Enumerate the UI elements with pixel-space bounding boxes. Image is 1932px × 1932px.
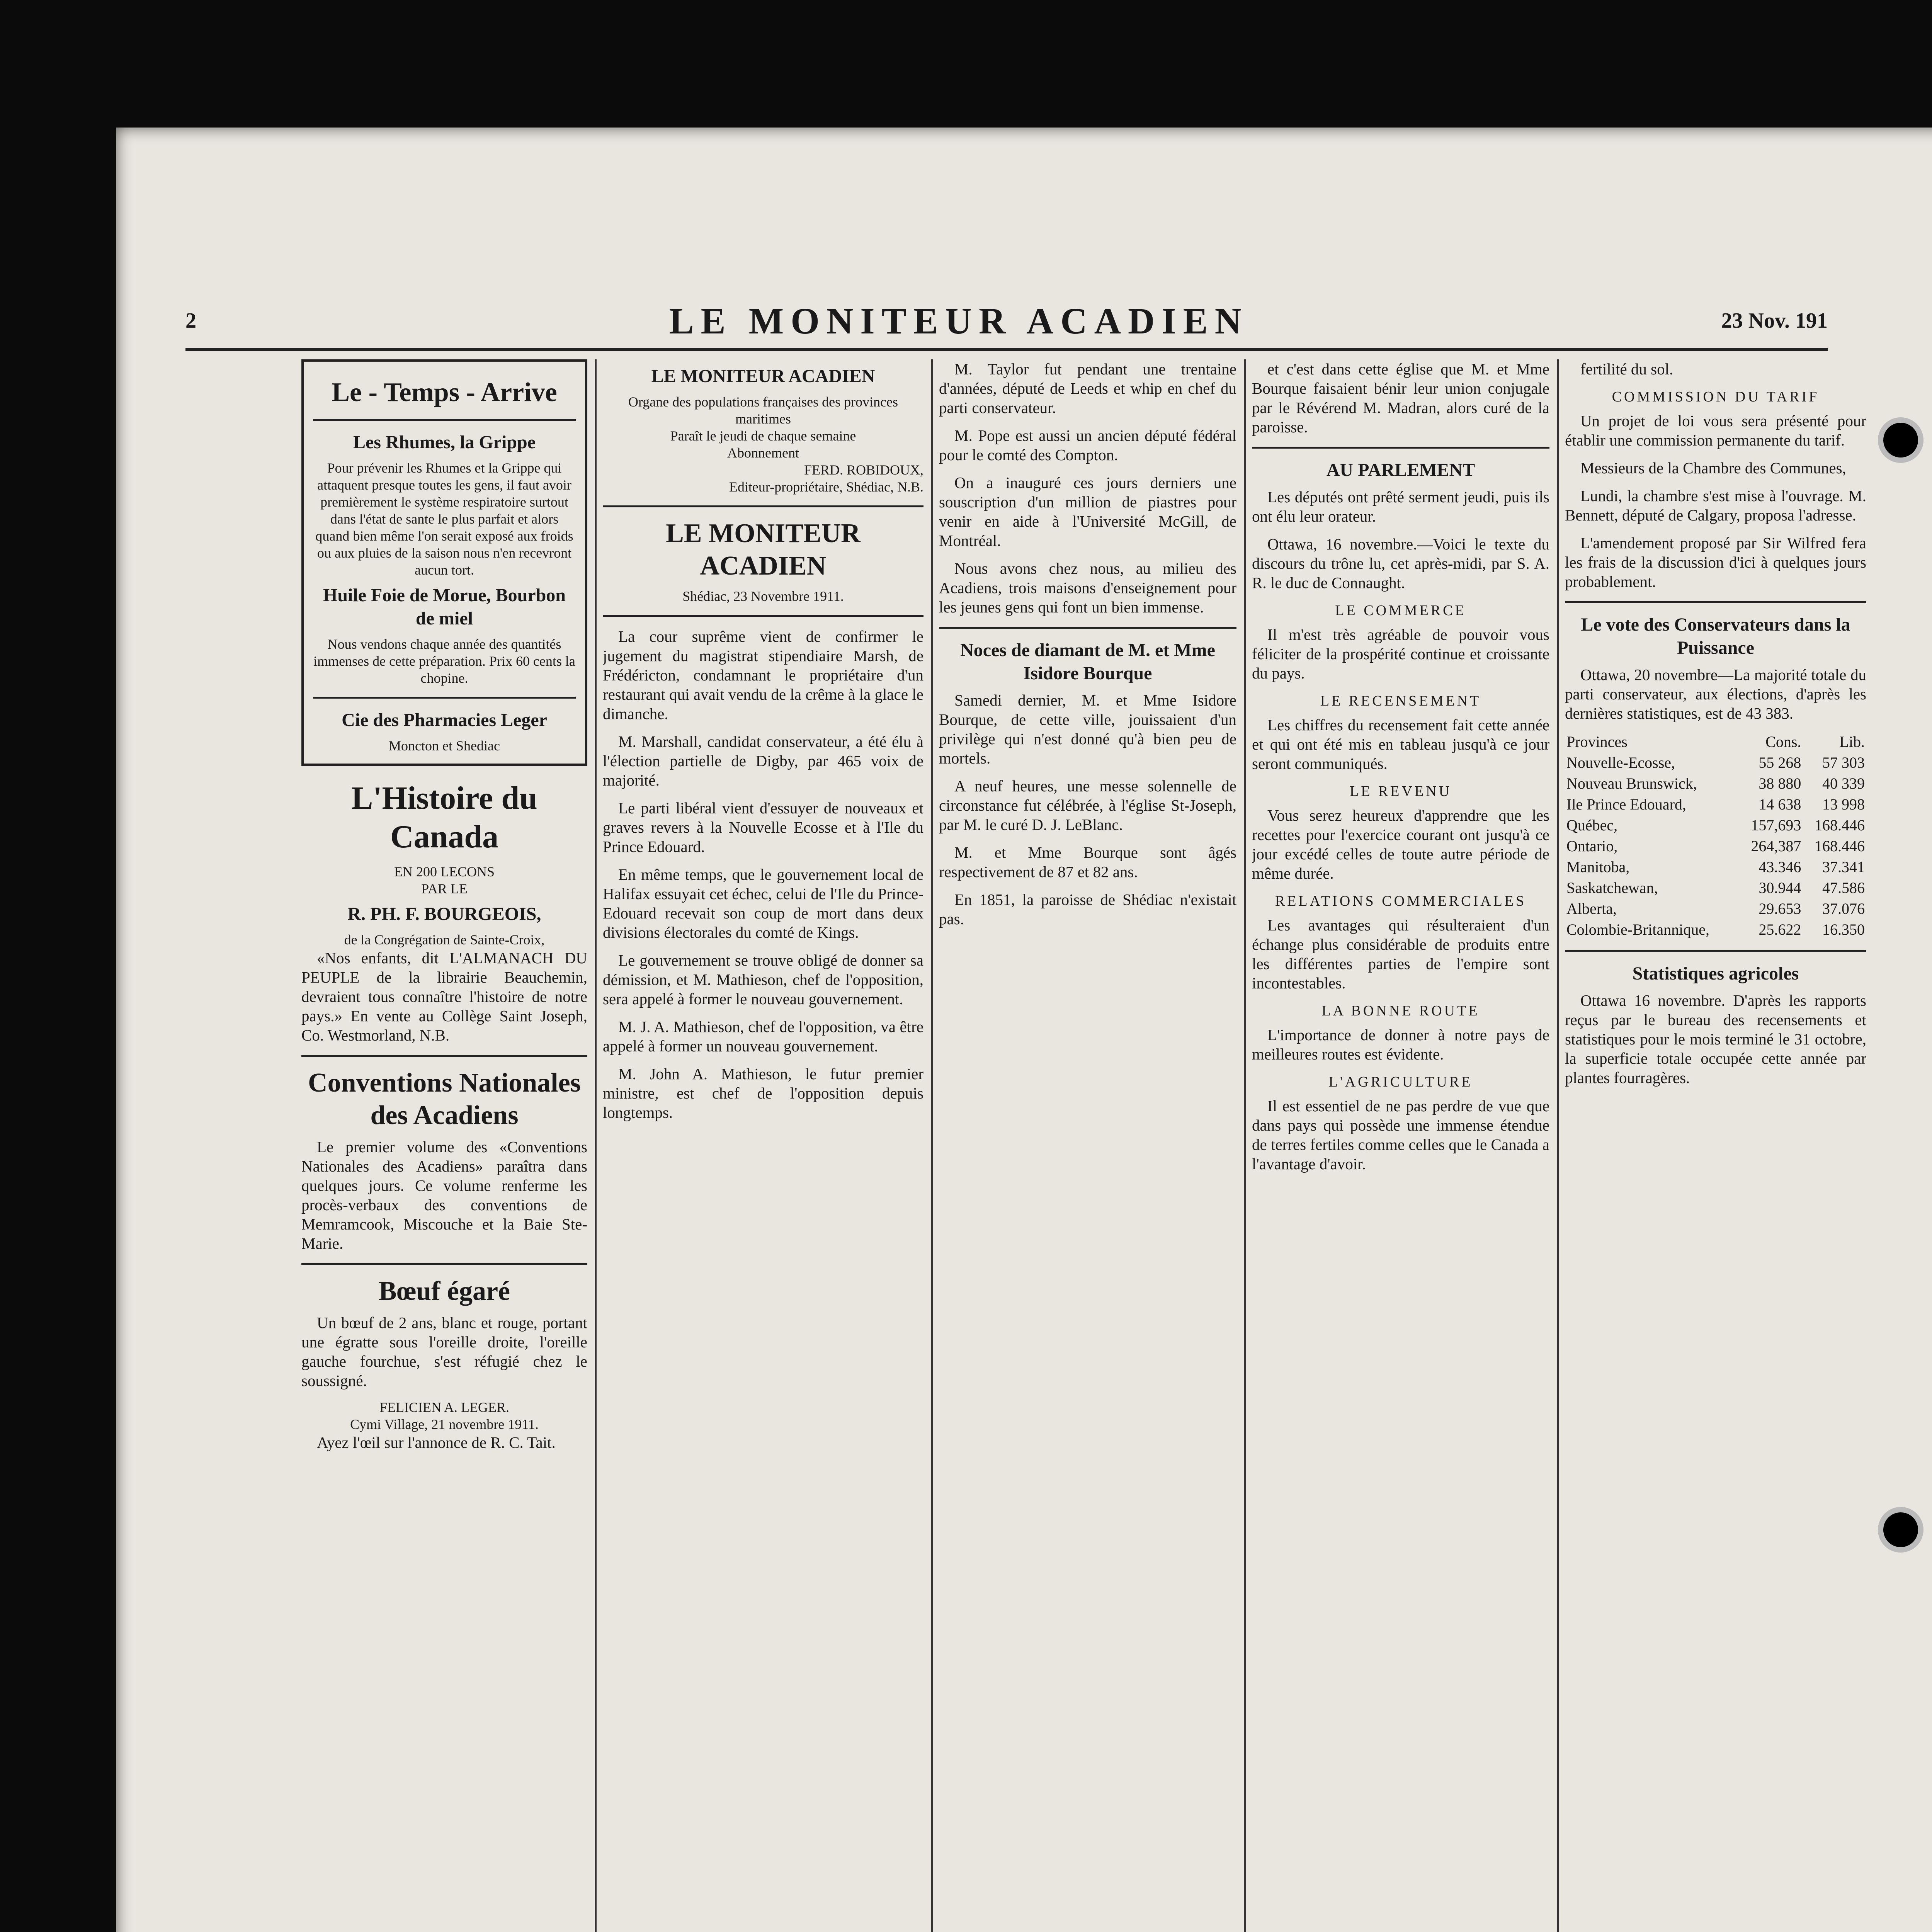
ad-body: Pour prévenir les Rhumes et la Grippe qui attaquent presque toutes les gens, il faut avoir premièrement le système respiratoire surtout dans l'état de sante le plus parfait et alors quand bien même l'on serait exposé aux froids ou aux pluies de la saison nous n'en recevront aucun tort. xyxy=(315,460,573,578)
ad-lessons: EN 200 LECONS xyxy=(394,864,495,879)
ad-congregation: de la Congrégation de Sainte-Croix, xyxy=(344,932,545,947)
ad-company: Cie des Pharmacies Leger xyxy=(342,710,547,730)
column-editorial xyxy=(603,359,923,1932)
parlement-title: AU PARLEMENT xyxy=(1326,460,1475,480)
column-three xyxy=(939,359,1236,1932)
table-cell: 37.341 xyxy=(1822,858,1865,876)
ad-author: R. PH. F. BOURGEOIS, xyxy=(347,904,541,924)
vote-table xyxy=(1565,731,1866,940)
table-row xyxy=(1565,878,1866,898)
table-cell: Alberta, xyxy=(1566,900,1617,917)
table-cell: Québec, xyxy=(1566,816,1618,834)
masthead-title: LE MONITEUR ACADIEN xyxy=(669,300,1249,342)
article-paragraph: Lundi, la chambre s'est mise à l'ouvrage. M. Bennett, député de Calgary, proposa l'adresse. xyxy=(1565,487,1866,524)
masthead-published: Paraît le jeudi de chaque semaine xyxy=(670,428,856,444)
table-cell: 25.622 xyxy=(1759,921,1801,938)
article-paragraph: M. Pope est aussi un ancien député fédéral pour le comté des Compton. xyxy=(939,427,1236,464)
table-header: Provinces xyxy=(1566,733,1628,750)
section-head: L'AGRICULTURE xyxy=(1328,1074,1473,1090)
editorial-paragraph: En même temps, que le gouvernement local de Halifax essuyait cet échec, celui de l'Ile du Prince-Edouard recevait son coup de mort dans deux divisions électorales du comté de Kings. xyxy=(603,866,923,941)
noces-title: Noces de diamant de M. et Mme Isidore Bourque xyxy=(960,640,1215,684)
editorial-title: LE MONITEUR ACADIEN xyxy=(666,519,861,581)
ad-title: L'Histoire du Canada xyxy=(351,780,537,855)
masthead-organ: Organe des populations françaises des provinces maritimes xyxy=(628,394,898,427)
editorial-paragraph: Le gouvernement se trouve obligé de donner sa démission, et M. Mathieson, chef de l'opposition, sera appelé à former le nouveau gouvernement. xyxy=(603,951,923,1008)
binder-ring-middle xyxy=(1878,1507,1923,1553)
section-head: LE COMMERCE xyxy=(1335,602,1466,619)
table-header-row xyxy=(1565,731,1866,752)
table-cell: Saskatchewan, xyxy=(1566,879,1658,896)
page-number: 2 xyxy=(185,309,196,333)
lost-ox-notice xyxy=(301,1275,587,1452)
table-row xyxy=(1565,919,1866,940)
article-paragraph: Ottawa 16 novembre. D'après les rapports reçus par le bureau des recensements et statistiques pour le mois terminé le 31 octobre, la superficie totale occupée cette année par plantes fourragères. xyxy=(1565,992,1866,1087)
column-rule xyxy=(931,359,933,1932)
article-paragraph: Il m'est très agréable de pouvoir vous féliciter de la prospérité continue et croissante du pays. xyxy=(1252,626,1549,682)
masthead-paper: LE MONITEUR ACADIEN xyxy=(651,366,875,386)
table-cell: Ile Prince Edouard, xyxy=(1566,796,1686,813)
ad-title: Conventions Nationales des Acadiens xyxy=(308,1068,581,1130)
ad-product-body: Nous vendons chaque année des quantités immenses de cette préparation. Prix 60 cents la chopine. xyxy=(313,636,575,686)
article-paragraph: M. Taylor fut pendant une trentaine d'années, député de Leeds et whip en chef du parti conservateur. xyxy=(939,360,1236,417)
ad-title: Le - Temps - Arrive xyxy=(332,378,557,407)
table-row xyxy=(1565,794,1866,815)
masthead-editor: FERD. ROBIDOUX, xyxy=(804,462,923,478)
table-row xyxy=(1565,773,1866,794)
table-row xyxy=(1565,898,1866,919)
table-cell: 55 268 xyxy=(1759,754,1801,771)
masthead-editor-title: Editeur-propriétaire, Shédiac, N.B. xyxy=(729,479,923,495)
table-cell: Manitoba, xyxy=(1566,858,1630,876)
noces-paragraph: Samedi dernier, M. et Mme Isidore Bourque, de cette ville, jouissaient d'un privilège qui n'est donné qu'à bien peu de mortels. xyxy=(939,691,1236,767)
article-paragraph: Ottawa, 16 novembre.—Voici le texte du discours du trône lu, cet après-midi, par S. A. R. le duc de Connaught. xyxy=(1252,535,1549,592)
table-header: Cons. xyxy=(1765,733,1801,750)
table-cell: 38 880 xyxy=(1759,775,1801,792)
table-cell: 30.944 xyxy=(1759,879,1801,896)
table-row xyxy=(1565,752,1866,773)
editorial-paragraph: La cour suprême vient de confirmer le jugement du magistrat stipendiaire Marsh, de Frédéricton, condamnant le propriétaire d'un restaurant qui avait vendu de la crême à la glace le dimanche. xyxy=(603,628,923,723)
ad-subtitle: Les Rhumes, la Grippe xyxy=(353,432,536,452)
table-cell: 47.586 xyxy=(1822,879,1865,896)
editorial-paragraph: M. John A. Mathieson, le futur premier ministre, est chef de l'opposition depuis longtemps. xyxy=(603,1065,923,1121)
table-cell: 168.446 xyxy=(1815,816,1865,834)
vote-title: Le vote des Conservateurs dans la Puissance xyxy=(1581,614,1850,658)
table-cell: 157,693 xyxy=(1751,816,1801,834)
article-paragraph: Les chiffres du recensement fait cette année et qui ont été mis en tableau jusqu'à ce jour seront communiqués. xyxy=(1252,716,1549,772)
table-row xyxy=(1565,857,1866,878)
ad-body: Un bœuf de 2 ans, blanc et rouge, portant une égratte sous l'oreille droite, l'oreille gauche fourchue, s'est réfugié chez le soussigné. xyxy=(301,1314,587,1389)
article-paragraph: On a inauguré ces jours derniers une souscription d'un million de piastres pour venir en aide à l'Université McGill, de Montréal. xyxy=(939,474,1236,549)
ad-place: Cymi Village, 21 novembre 1911. xyxy=(350,1417,539,1432)
article-paragraph: L'amendement proposé par Sir Wilfred fera les frais de la discussion d'ici à quelques jours probablement. xyxy=(1565,534,1866,590)
table-cell: 16.350 xyxy=(1822,921,1865,938)
article-paragraph: Les avantages qui résulteraient d'un échange plus considérable de produits entre les différentes parties de l'empire sont incontestables. xyxy=(1252,916,1549,992)
table-row xyxy=(1565,836,1866,857)
section-head: LE REVENU xyxy=(1349,783,1452,799)
noces-paragraph: A neuf heures, une messe solennelle de circonstance fut célébrée, à l'église St-Joseph, par M. le curé D. J. LeBlanc. xyxy=(939,777,1236,833)
ad-signature: FELICIEN A. LEGER. xyxy=(379,1400,509,1415)
noces-paragraph: En 1851, la paroisse de Shédiac n'existait pas. xyxy=(939,891,1236,928)
article-paragraph: Vous serez heureux d'apprendre que les recettes pour l'exercice courant ont jusqu'à ce jour excédé celles de toute autre période de même durée. xyxy=(1252,806,1549,882)
editorial-paragraph: Le parti libéral vient d'essuyer de nouveaux et graves revers à la Nouvelle Ecosse et à l'Ile du Prince Edouard. xyxy=(603,799,923,855)
table-cell: 29.653 xyxy=(1759,900,1801,917)
ad-product: Huile Foie de Morue, Bourbon de miel xyxy=(323,585,566,629)
editorial-paragraph: M. Marshall, candidat conservateur, a été élu à l'élection partielle de Digby, par 465 voix de majorité. xyxy=(603,733,923,789)
table-row xyxy=(1565,815,1866,836)
section-head: COMMISSION DU TARIF xyxy=(1612,389,1820,405)
table-cell: 14 638 xyxy=(1759,796,1801,813)
column-five xyxy=(1565,359,1866,1932)
issue-date: 23 Nov. 191 xyxy=(1721,309,1828,333)
ad-by: PAR LE xyxy=(421,881,468,896)
table-cell: 168.446 xyxy=(1815,837,1865,855)
pharmacy-ad xyxy=(301,359,587,766)
page-header xyxy=(185,294,1828,351)
table-cell: 40 339 xyxy=(1822,775,1865,792)
ad-notice: Ayez l'œil sur l'annonce de R. C. Tait. xyxy=(317,1434,556,1451)
table-cell: Nouvelle-Ecosse, xyxy=(1566,754,1675,771)
table-cell: Nouveau Brunswick, xyxy=(1566,775,1697,792)
masthead-box xyxy=(603,365,923,495)
section-head: RELATIONS COMMERCIALES xyxy=(1275,893,1527,909)
stats-title: Statistiques agricoles xyxy=(1632,963,1799,984)
article-paragraph: Il est essentiel de ne pas perdre de vue que dans pays qui possède une immense étendue de terres fertiles comme celles que le Canada a l'avantage d'avoir. xyxy=(1252,1097,1549,1173)
history-ad xyxy=(301,779,587,1045)
column-rule xyxy=(1557,359,1559,1932)
ad-title: Bœuf égaré xyxy=(378,1276,510,1306)
column-four xyxy=(1252,359,1549,1932)
binder-ring-top xyxy=(1878,417,1923,463)
masthead-subscription: Abonnement xyxy=(727,445,799,461)
article-paragraph: Nous avons chez nous, au milieu des Acadiens, trois maisons d'enseignement pour les jeunes gens qui font un bien immense. xyxy=(939,560,1236,616)
article-paragraph: fertilité du sol. xyxy=(1580,360,1673,378)
article-paragraph: Messieurs de la Chambre des Communes, xyxy=(1580,459,1846,477)
table-cell: Ontario, xyxy=(1566,837,1618,855)
article-paragraph: L'importance de donner à notre pays de meilleures routes est évidente. xyxy=(1252,1026,1549,1063)
table-cell: 43.346 xyxy=(1759,858,1801,876)
ad-body: Le premier volume des «Conventions Nationales des Acadiens» paraîtra dans quelques jours. Ce volume renferme les procès-verbaux des conventions de Memramcook, Miscouche et la Baie Ste-Marie. xyxy=(301,1138,587,1252)
table-cell: 37.076 xyxy=(1822,900,1865,917)
editorial-dateline: Shédiac, 23 Novembre 1911. xyxy=(682,588,844,604)
article-paragraph: Les députés ont prêté serment jeudi, puis ils ont élu leur orateur. xyxy=(1252,488,1549,525)
ad-body: «Nos enfants, dit L'ALMANACH DU PEUPLE de la librairie Beauchemin, devraient tous connaître l'histoire de notre pays.» En vente au Collège Saint Joseph, Co. Westmorland, N.B. xyxy=(301,949,587,1044)
table-cell: 264,387 xyxy=(1751,837,1801,855)
article-paragraph: Un projet de loi vous sera présenté pour établir une commission permanente du tarif. xyxy=(1565,412,1866,449)
table-cell: Colombie-Britannique, xyxy=(1566,921,1709,938)
conventions-ad xyxy=(301,1067,587,1253)
column-rule xyxy=(1244,359,1246,1932)
column-rule xyxy=(595,359,597,1932)
column-ads xyxy=(301,359,587,1932)
editorial-paragraph: M. J. A. Mathieson, chef de l'opposition, va être appelé à former un nouveau gouvernement. xyxy=(603,1018,923,1055)
noces-paragraph: M. et Mme Bourque sont âgés respectivement de 87 et 82 ans. xyxy=(939,844,1236,881)
table-cell: 13 998 xyxy=(1822,796,1865,813)
article-paragraph: et c'est dans cette église que M. et Mme Bourque faisaient bénir leur union conjugale par le Révérend M. Madran, alors curé de la paroisse. xyxy=(1252,360,1549,436)
section-head: LA BONNE ROUTE xyxy=(1321,1003,1480,1019)
ad-location: Moncton et Shediac xyxy=(389,738,500,753)
table-cell: 57 303 xyxy=(1822,754,1865,771)
article-paragraph: Ottawa, 20 novembre—La majorité totale du parti conservateur, aux élections, d'après les dernières statistiques, est de 43 383. xyxy=(1565,666,1866,722)
section-head: LE RECENSEMENT xyxy=(1320,693,1481,709)
table-header: Lib. xyxy=(1839,733,1865,750)
